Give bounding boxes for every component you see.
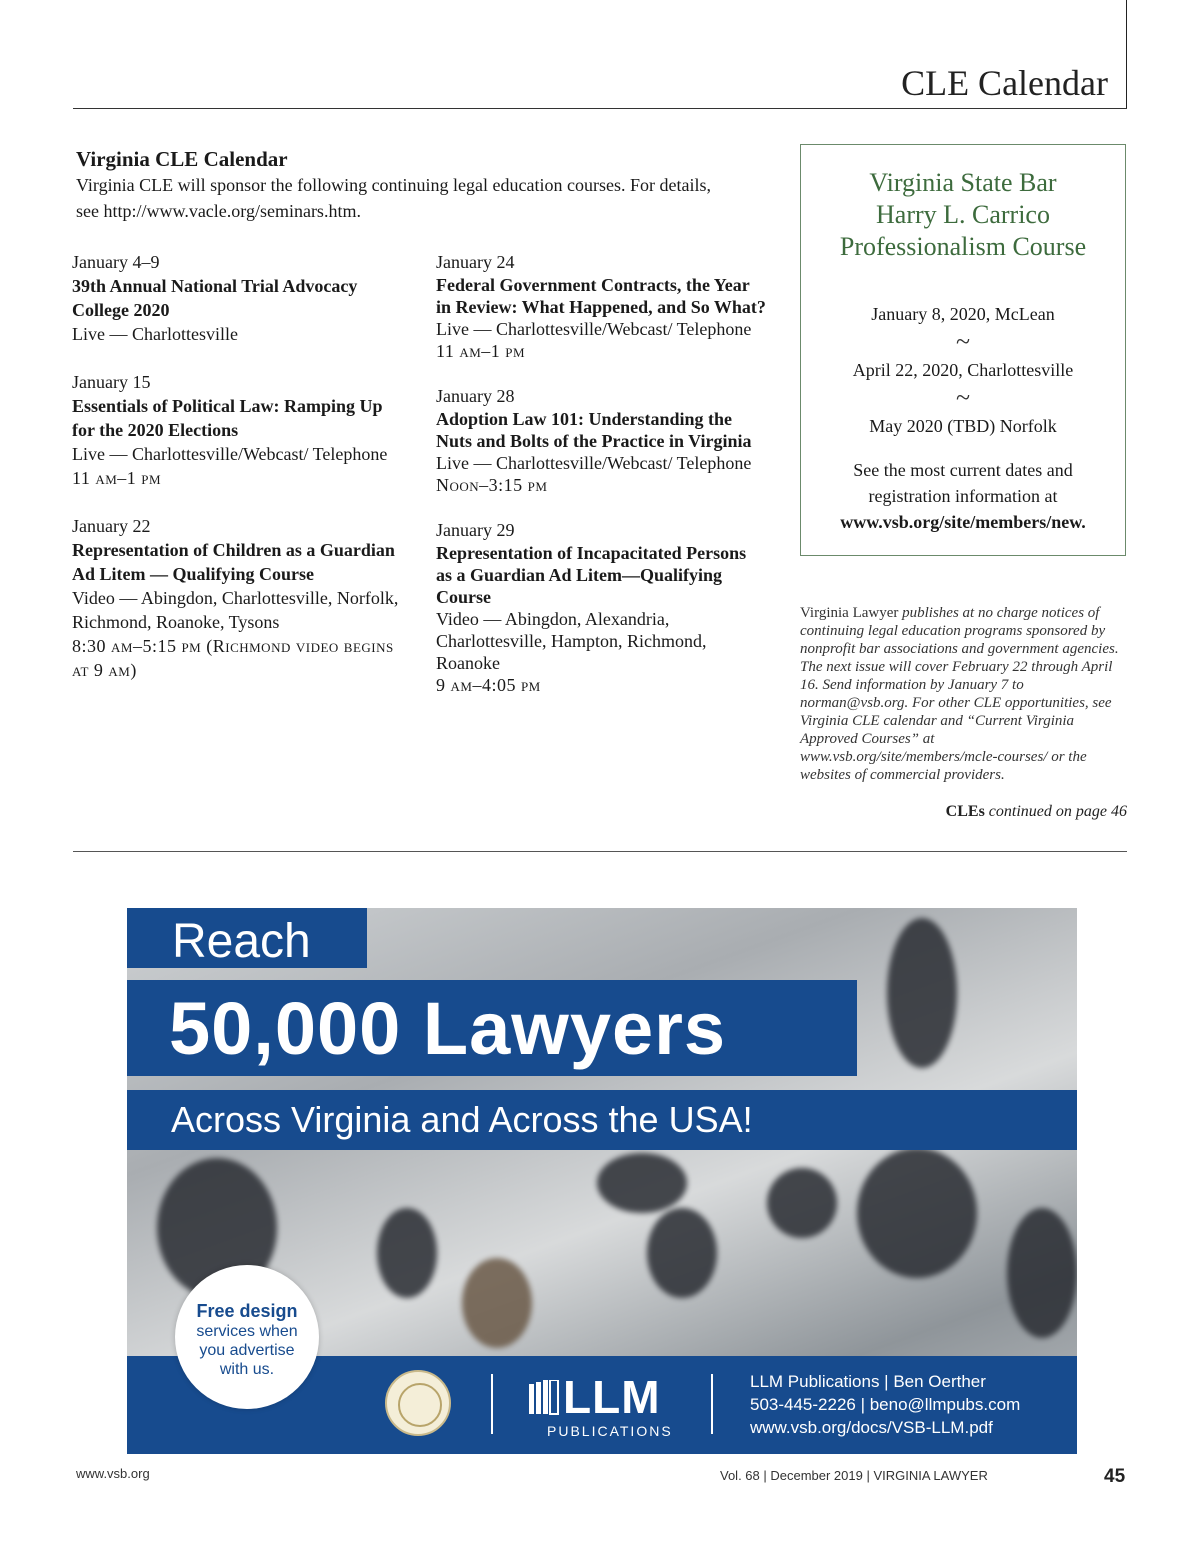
date-separator: ~ [955,327,971,356]
event-time: 9 am–4:05 pm [436,675,541,695]
event-item [72,250,402,346]
event-title: Adoption Law 101: Understanding the Nuts and Bolts of the Practice in Virginia [436,409,752,451]
header-vertical-rule [1126,0,1127,108]
continued-text: continued on page 46 [988,803,1127,820]
publication-notice [800,604,1130,784]
event-item [436,384,766,496]
continued-note [946,803,1127,821]
advertisement[interactable] [127,908,1077,1454]
crowd-figure [597,1153,687,1213]
event-item [72,370,402,490]
course-title-line: Harry L. Carrico [876,200,1050,229]
event-time: Noon–3:15 pm [436,475,548,495]
event-title: Representation of Incapacitated Persons as a Guardian Ad Litem—Qualifying Course [436,543,747,607]
event-format: Live — Charlottesville/Webcast/ Telephone [72,444,388,464]
event-format: Live — Charlottesville [72,324,238,344]
date-separator: ~ [955,383,971,412]
badge-heading: Free design [196,1301,298,1321]
ad-headline-band [127,980,857,1076]
course-title-line: Professionalism Course [839,232,1087,261]
event-format: Video — Abingdon, Alexandria, Charlottesville, Hampton, Richmond, Roanoke [436,609,707,673]
event-title: Representation of Children as a Guardian Ad Litem — Qualifying Course [72,540,395,584]
crowd-figure [887,918,957,1068]
badge-text: services when you advertise with us. [196,1323,298,1378]
event-title: Essentials of Political Law: Ramping Up for the 2020 Elections [72,396,383,440]
event-time: 8:30 am–5:15 pm (Richmond video begins at 9 am) [72,636,394,680]
crowd-figure [377,1208,437,1298]
page-number: 45 [1104,1466,1126,1487]
event-date: January 4–9 [72,252,160,272]
crowd-figure [647,1208,717,1298]
crowd-figure [767,1168,837,1238]
event-format: Live — Charlottesville/Webcast/ Telephone [436,319,752,339]
event-date: January 15 [72,372,151,392]
ad-reach-band [127,908,367,968]
crowd-figure [1007,1208,1077,1338]
course-link[interactable]: www.vsb.org/site/members/new. [840,512,1086,532]
llm-logo-text: LLM [563,1371,661,1423]
ad-subhead-band [127,1090,1077,1150]
footer-issue: Vol. 68 | December 2019 | VIRGINIA LAWYER [720,1468,988,1483]
events-column-right [436,250,766,696]
calendar-heading: Virginia CLE Calendar [76,147,288,171]
event-time: 11 am–1 pm [436,341,526,361]
divider [491,1374,493,1434]
llm-logo-subtext: PUBLICATIONS [547,1423,673,1439]
course-date: January 8, 2020, McLean [871,304,1055,324]
ad-reach-text: Reach [172,915,311,968]
section-divider [73,851,1127,852]
ad-subhead: Across Virginia and Across the USA! [171,1099,753,1140]
event-item [436,250,766,362]
ad-contact [750,1370,1020,1439]
footer-site[interactable]: www.vsb.org [76,1466,150,1481]
course-title-line: Virginia State Bar [869,168,1057,197]
event-date: January 24 [436,252,515,272]
course-note-text: See the most current dates and registration information at [853,460,1073,506]
publication-name: Virginia Lawyer [800,605,899,621]
event-item [72,514,402,682]
notice-text: publishes at no charge notices of continuing legal education programs sponsored by nonprofit bar associations and government agencies. The next issue will cover February 22 through April 16. Send information by January 7 to norman@vsb.org. For other CLE opportunities, see Virginia CLE calendar and “Current Virginia Approved Courses” at www.vsb.org/site/members/mcle-courses/ or the websites of commercial providers. [800,605,1119,783]
course-note [801,457,1125,535]
course-date: April 22, 2020, Charlottesville [852,360,1074,380]
ad-headline: 50,000 Lawyers [169,987,727,1070]
event-time: 11 am–1 pm [72,468,162,488]
course-title [801,167,1125,263]
seal-inner-ring [398,1383,442,1427]
contact-url[interactable]: www.vsb.org/docs/VSB-LLM.pdf [750,1418,993,1437]
event-format: Live — Charlottesville/Webcast/ Telephone [436,453,752,473]
course-date: May 2020 (TBD) Norfolk [869,416,1057,436]
contact-name: LLM Publications | Ben Oerther [750,1372,986,1391]
professionalism-course-box [800,144,1126,556]
events-column-left [72,250,402,682]
calendar-intro-text: Virginia CLE will sponsor the following continuing legal education courses. For details, see http://www.vacle.org/seminars.htm. [76,175,711,221]
continued-label: CLEs [945,803,985,820]
virginia-state-bar-seal [385,1370,451,1436]
header-rule [73,108,1127,109]
crowd-figure [462,1258,532,1348]
contact-phone-email[interactable]: 503-445-2226 | beno@llmpubs.com [750,1395,1021,1414]
divider [711,1374,713,1434]
crowd-figure [857,1148,977,1278]
section-title: CLE Calendar [901,63,1108,103]
event-date: January 29 [436,520,515,540]
event-date: January 28 [436,386,515,406]
event-title: 39th Annual National Trial Advocacy College 2020 [72,276,358,320]
llm-books-icon [529,1380,559,1416]
event-date: January 22 [72,516,151,536]
event-format: Video — Abingdon, Charlottesville, Norfolk, Richmond, Roanoke, Tysons [72,588,399,632]
free-design-badge [175,1265,319,1409]
event-title: Federal Government Contracts, the Year in Review: What Happened, and So What? [436,275,766,317]
event-item [436,518,766,696]
